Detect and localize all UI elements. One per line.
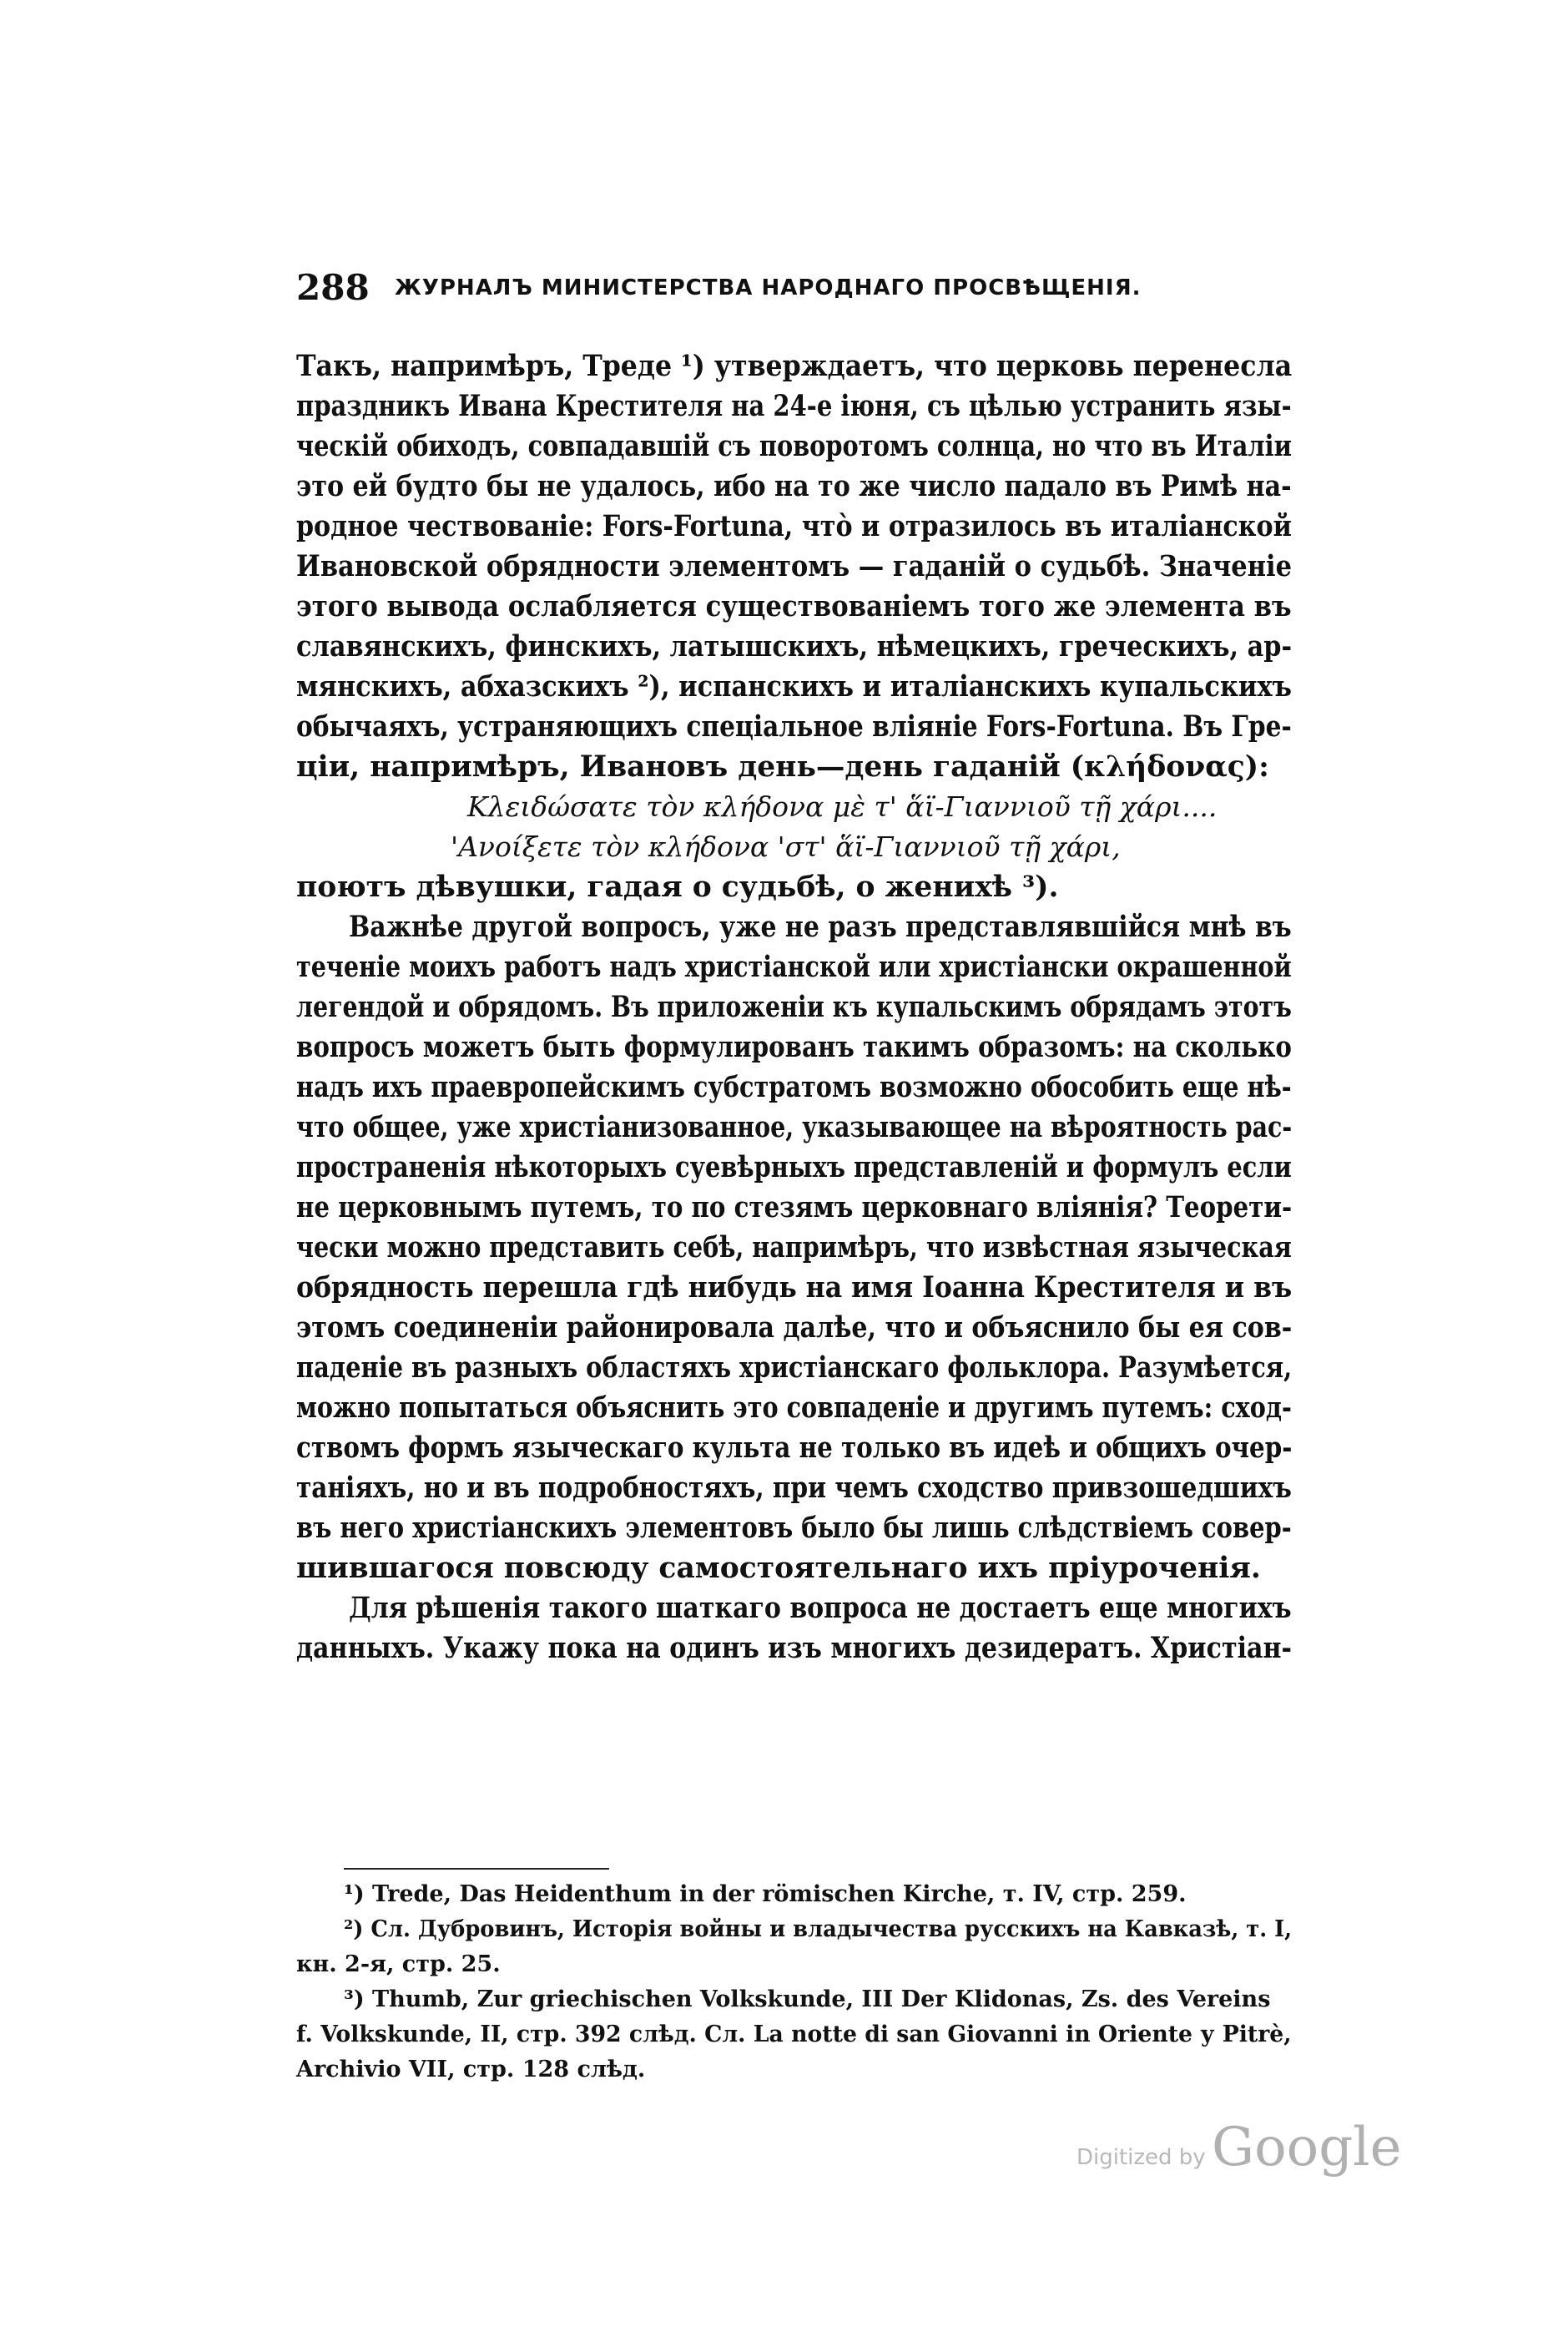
body-line: славянскихъ, финскихъ, латышскихъ, нѣмецкихъ, греческихъ, ар- bbox=[296, 630, 1293, 664]
body-line: не церковнымъ путемъ, то по стезямъ церковнаго вліянія? Теорети- bbox=[296, 1191, 1293, 1224]
body-line: въ него христіанскихъ элементовъ было бы лишь слѣдствіемъ совер- bbox=[296, 1512, 1292, 1545]
body-line: Такъ, напримѣръ, Треде ¹) утверждаетъ, что церковь перенесла bbox=[296, 350, 1293, 383]
body-line: шившагося повсюду самостоятельнаго ихъ пріуроченія. bbox=[296, 1552, 1261, 1585]
body-line: ціи, напримѣръ, Ивановъ день—день гаданій (κλήδονας): bbox=[296, 750, 1269, 784]
body-line: надъ ихъ праевропейскимъ субстратомъ возможно обособить еще нѣ- bbox=[296, 1071, 1292, 1104]
body-line: этого вывода ослабляется существованіемъ того же элемента въ bbox=[296, 590, 1292, 623]
running-head bbox=[296, 267, 1289, 317]
paragraph-start-line: Важнѣе другой вопросъ, уже не разъ представлявшійся мнѣ въ bbox=[349, 911, 1292, 944]
body-line: этомъ соединеніи районировала далѣе, что и объяснило бы ея сов- bbox=[296, 1311, 1293, 1345]
footnote-rule bbox=[344, 1868, 609, 1870]
greek-quote-line: Κλειδώσατε τὸν κλήδονα μὲ τ' ἅϊ-Γιαννιοῦ τῇ χάρι.... bbox=[467, 790, 1218, 823]
body-line: теченіе моихъ работъ надъ христіанской или христіански окрашенной bbox=[296, 951, 1292, 984]
body-line: праздникъ Ивана Крестителя на 24-е іюня, съ цѣлью устранить язы- bbox=[296, 390, 1292, 423]
footnote-line: f. Volkskunde, II, стр. 392 слѣд. Сл. La notte di san Giovanni in Oriente у Pitrè, bbox=[296, 2022, 1292, 2047]
body-line: родное чествованіе: Fors-Fortuna, что̀ и отразилось въ италіанской bbox=[296, 510, 1292, 543]
greek-quote-line: 'Ανοίξετε τὸν κλήδονα 'στ' ἅϊ-Γιαννιοῦ τῇ χάρι, bbox=[451, 830, 1121, 863]
journal-title: ЖУРНАЛЪ МИНИСТЕРСТВА НАРОДНАГО ПРОСВѢЩЕНІЯ. bbox=[395, 275, 1142, 300]
body-line: обычаяхъ, устраняющихъ спеціальное вліяніе Fors-Fortuna. Въ Гре- bbox=[296, 710, 1292, 744]
body-line: пространенія нѣкоторыхъ суевѣрныхъ представленій и формулъ если bbox=[296, 1151, 1292, 1184]
footnote-line: ¹) Trede, Das Heidenthum in der römischen Kirche, т. IV, стр. 259. bbox=[344, 1881, 1187, 1907]
google-logo: Google bbox=[1212, 2117, 1402, 2178]
footnote-line: ²) Сл. Дубровинъ, Исторія войны и владычества русскихъ на Кавказѣ, т. I, bbox=[344, 1916, 1293, 1942]
digitized-watermark bbox=[1076, 2117, 1410, 2183]
paragraph-start-line: Для рѣшенія такого шаткаго вопроса не достаетъ еще многихъ bbox=[349, 1592, 1292, 1625]
body-line: мянскихъ, абхазскихъ ²), испанскихъ и италіанскихъ купальскихъ bbox=[296, 670, 1292, 704]
page-number: 288 bbox=[296, 267, 370, 308]
body-line: легендой и обрядомъ. Въ приложеніи къ купальскимъ обрядамъ этотъ bbox=[296, 991, 1292, 1024]
body-line: чески можно представить себѣ, напримѣръ, что извѣстная языческая bbox=[296, 1231, 1292, 1264]
body-line: можно попытаться объяснить это совпаденіе и другимъ путемъ: сход- bbox=[296, 1391, 1292, 1425]
body-line: это ей будто бы не удалось, ибо на то же число падало въ Римѣ на- bbox=[296, 470, 1292, 503]
footnote-line: Archivio VII, стр. 128 слѣд. bbox=[296, 2057, 646, 2082]
body-line: таніяхъ, но и въ подробностяхъ, при чемъ сходство привзошедшихъ bbox=[296, 1471, 1292, 1505]
body-line: вопросъ можетъ быть формулированъ такимъ образомъ: на сколько bbox=[296, 1031, 1292, 1064]
body-line: данныхъ. Укажу пока на одинъ изъ многихъ дезидератъ. Христіан- bbox=[296, 1632, 1293, 1665]
watermark-small-text: Digitized by bbox=[1076, 2145, 1206, 2170]
footnote-line: кн. 2-я, стр. 25. bbox=[296, 1951, 501, 1977]
body-line: обрядность перешла гдѣ нибудь на имя Іоанна Крестителя и въ bbox=[296, 1271, 1293, 1305]
body-line: поютъ дѣвушки, гадая о судьбѣ, о женихѣ ³). bbox=[296, 871, 1059, 904]
body-line: что общее, уже христіанизованное, указывающее на вѣроятность рас- bbox=[296, 1111, 1293, 1144]
footnote-line: ³) Thumb, Zur griechischen Volkskunde, III Der Klidonas, Zs. des Vereins bbox=[344, 1986, 1271, 2012]
body-line: ствомъ формъ языческаго культа не только въ идеѣ и общихъ очер- bbox=[296, 1431, 1293, 1465]
body-line: Ивановской обрядности элементомъ — гаданій о судьбѣ. Значеніе bbox=[296, 550, 1293, 583]
body-line: ческій обиходъ, совпадавшій съ поворотомъ солнца, но что въ Италіи bbox=[296, 430, 1292, 463]
body-line: паденіе въ разныхъ областяхъ христіанскаго фольклора. Разумѣется, bbox=[296, 1351, 1293, 1385]
